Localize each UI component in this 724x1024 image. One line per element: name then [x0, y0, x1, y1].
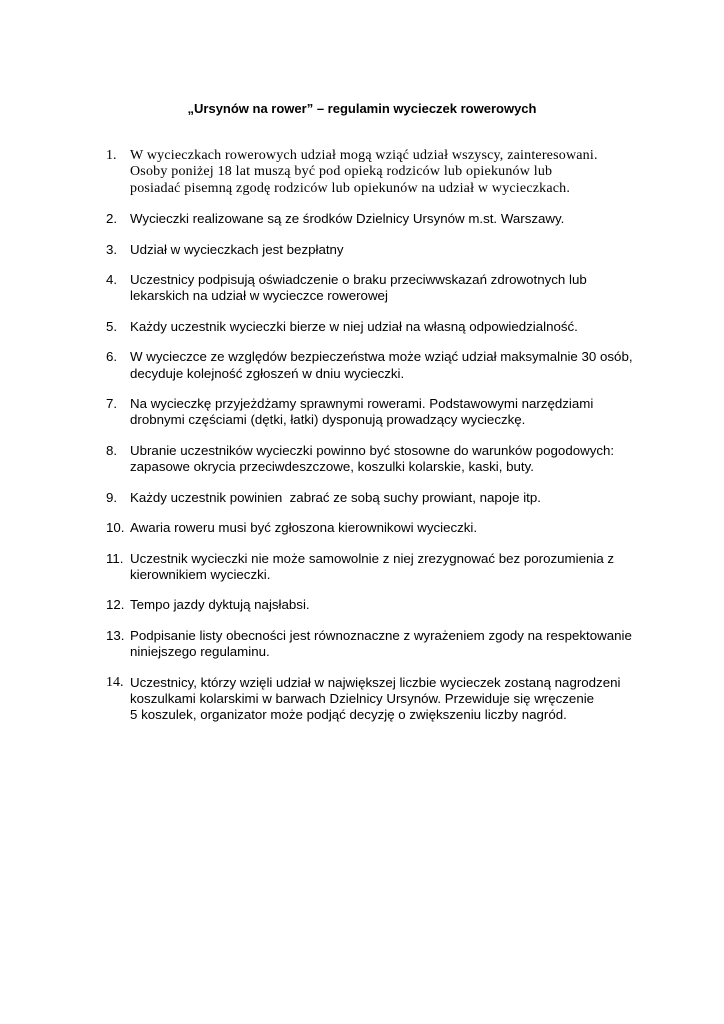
rule-line: Udział w wycieczkach jest bezpłatny	[130, 241, 344, 257]
rule-7	[106, 396, 666, 429]
rule-line: posiadać pisemną zgodę rodziców lub opiekunów na udział w wycieczkach.	[130, 180, 571, 196]
rule-number: 3.	[106, 241, 118, 257]
rule-1	[106, 148, 666, 197]
rule-number: 11.	[106, 550, 124, 566]
rules-list	[106, 148, 666, 738]
rule-line: Podpisanie listy obecności jest równoznaczne z wyrażeniem zgody na respektowanie	[130, 627, 632, 643]
rule-line: Każdy uczestnik powinien zabrać ze sobą suchy prowiant, napoje itp.	[130, 489, 541, 505]
rule-5	[106, 319, 666, 335]
rule-line: lekarskich na udział w wycieczce rowerowej	[130, 288, 388, 304]
rule-3	[106, 242, 666, 258]
rule-line: Osoby poniżej 18 lat muszą być pod opieką rodziców lub opiekunów lub	[130, 164, 553, 180]
rule-number: 7.	[106, 396, 118, 412]
rule-line: zapasowe okrycia przeciwdeszczowe, koszulki kolarskie, kaski, buty.	[130, 459, 534, 475]
rule-text	[130, 520, 666, 536]
rule-2	[106, 211, 666, 227]
rule-text	[130, 597, 666, 613]
rule-text	[130, 272, 666, 305]
rule-text	[130, 319, 666, 335]
rule-line: koszulkami kolarskimi w barwach Dzielnicy Ursynów. Przewiduje się wręczenie	[130, 690, 595, 706]
rule-text	[130, 148, 666, 197]
rule-line: Każdy uczestnik wycieczki bierze w niej udział na własną odpowiedzialność.	[130, 318, 578, 334]
rule-line: kierownikiem wycieczki.	[130, 566, 271, 582]
rule-line: niniejszego regulaminu.	[130, 644, 270, 660]
rule-11	[106, 551, 666, 584]
rule-line: W wycieczce ze względów bezpieczeństwa może wziąć udział maksymalnie 30 osób,	[130, 349, 633, 365]
rule-8	[106, 443, 666, 476]
rule-line: W wycieczkach rowerowych udział mogą wziąć udział wszyscy, zainteresowani.	[130, 148, 598, 163]
rule-text	[130, 443, 666, 476]
rule-number: 8.	[106, 442, 118, 458]
rule-line: Ubranie uczestników wycieczki powinno być stosowne do warunków pogodowych:	[130, 442, 615, 458]
rule-number: 5.	[106, 318, 118, 334]
rule-text	[130, 211, 666, 227]
rule-number: 9.	[106, 489, 118, 505]
rule-14	[106, 675, 666, 724]
rule-line: Uczestnicy, którzy wzięli udział w największej liczbie wycieczek zostaną nagrodzeni	[130, 674, 621, 690]
rule-line: Uczestnicy podpisują oświadczenie o braku przeciwwskazań zdrowotnych lub	[130, 272, 587, 288]
rule-line: Uczestnik wycieczki nie może samowolnie z niej zrezygnować bez porozumienia z	[130, 550, 615, 566]
rule-number: 2.	[106, 211, 118, 227]
rule-line: Tempo jazdy dyktują najsłabsi.	[130, 597, 310, 613]
rule-4	[106, 272, 666, 305]
rule-line: 5 koszulek, organizator może podjąć decyzję o zwiększeniu liczby nagród.	[130, 707, 567, 723]
document-title: „Ursynów na rower” – regulamin wycieczek rowerowych	[187, 101, 537, 116]
rule-number: 14.	[106, 674, 124, 690]
rule-9	[106, 490, 666, 506]
rule-text	[130, 628, 666, 661]
rule-text	[130, 551, 666, 584]
rule-line: Awaria roweru musi być zgłoszona kierownikowi wycieczki.	[130, 520, 478, 536]
rule-line: drobnymi częściami (dętki, łatki) dysponują prowadzący wycieczkę.	[130, 412, 526, 428]
rule-number: 12.	[106, 597, 125, 613]
rule-number: 1.	[106, 148, 117, 163]
rule-number: 6.	[106, 349, 118, 365]
rule-13	[106, 628, 666, 661]
rule-text	[130, 242, 666, 258]
rule-text	[130, 396, 666, 429]
rule-number: 10.	[106, 520, 125, 536]
rule-text	[130, 349, 666, 382]
rule-number: 4.	[106, 272, 118, 288]
rule-12	[106, 597, 666, 613]
rule-line: decyduje kolejność zgłoszeń w dniu wycieczki.	[130, 365, 405, 381]
rule-text	[130, 490, 666, 506]
rule-line: Wycieczki realizowane są ze środków Dzielnicy Ursynów m.st. Warszawy.	[130, 211, 565, 227]
rule-text	[130, 675, 666, 724]
rule-number: 13.	[106, 627, 125, 643]
rule-6	[106, 349, 666, 382]
rule-line: Na wycieczkę przyjeżdżamy sprawnymi rowerami. Podstawowymi narzędziami	[130, 396, 594, 412]
rule-10	[106, 520, 666, 536]
